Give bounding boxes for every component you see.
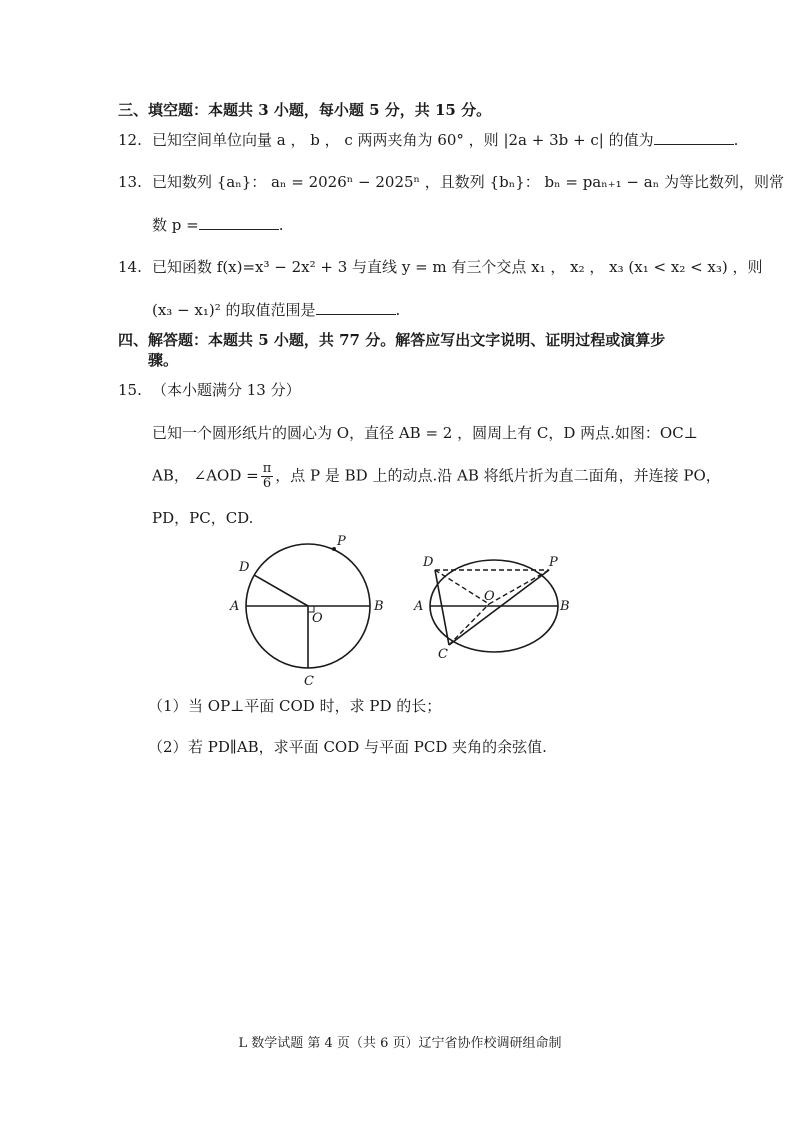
q14-answer-blank[interactable] bbox=[316, 300, 396, 315]
section4-heading: 四、解答题：本题共 5 小题，共 77 分。解答应写出文字说明、证明过程或演算步 bbox=[118, 331, 666, 349]
q15-sub-question-2 bbox=[148, 737, 547, 757]
sub2-text: 若 PD∥AB，求平面 COD 与平面 PCD 夹角的余弦值. bbox=[188, 738, 547, 756]
q13-answer-blank[interactable] bbox=[199, 215, 279, 230]
q15-paragraph-3: PD，PC，CD. bbox=[152, 509, 254, 527]
question-14-line2 bbox=[152, 300, 400, 320]
page-footer: L 数学试题 第 4 页（共 6 页）辽宁省协作校调研组命制 bbox=[238, 1036, 562, 1051]
q15-paragraph-1: 已知一个圆形纸片的圆心为 O，直径 AB = 2 ，圆周上有 C，D 两点.如图：OC⊥ bbox=[152, 424, 698, 442]
sub1-text: 当 OP⊥平面 COD 时，求 PD 的长； bbox=[188, 697, 442, 715]
q14-line1: 已知函数 f(x)=x³ − 2x² + 3 与直线 y = m 有三个交点 x₁ ， x₂ ， x₃ (x₁ < x₂ < x₃) ，则 bbox=[152, 258, 763, 276]
fraction-numerator: π bbox=[262, 461, 272, 476]
q13-line2-end: . bbox=[278, 216, 284, 234]
figure-folded-paper bbox=[408, 548, 578, 668]
question-13-line2 bbox=[152, 215, 284, 235]
label-p: P bbox=[337, 534, 346, 549]
sub2-number: （2） bbox=[148, 738, 188, 756]
sub1-number: （1） bbox=[148, 697, 188, 715]
q12-answer-blank[interactable] bbox=[654, 130, 734, 145]
q14-number: 14. bbox=[118, 258, 142, 276]
segment-cp bbox=[449, 570, 549, 645]
q13-line2-text: 数 p = bbox=[152, 216, 199, 234]
q15-sub-question-1 bbox=[148, 696, 441, 716]
label-d: D bbox=[239, 560, 250, 575]
label-p: P bbox=[549, 555, 558, 570]
angle-fraction bbox=[261, 462, 274, 491]
q12-text: 已知空间单位向量 a ， b ， c 两两夹角为 60° ，则 |2a + 3b + c| 的值为 bbox=[152, 131, 654, 149]
q13-line1: 已知数列 {aₙ}： aₙ = 2026ⁿ − 2025ⁿ ，且数列 {bₙ}： bₙ = paₙ₊₁ − aₙ 为等比数列，则常 bbox=[152, 173, 784, 191]
label-b: B bbox=[560, 599, 570, 614]
q15-number: 15. bbox=[118, 381, 142, 399]
figure-flat-circle bbox=[225, 532, 395, 692]
q15-paragraph-2 bbox=[152, 462, 721, 491]
q14-line2-end: . bbox=[395, 301, 401, 319]
label-a: A bbox=[230, 599, 240, 614]
label-a: A bbox=[414, 599, 424, 614]
q12-number: 12. bbox=[118, 131, 142, 149]
segment-co bbox=[449, 604, 489, 645]
q15-p2-start: AB， ∠AOD = bbox=[152, 466, 259, 485]
label-d: D bbox=[423, 555, 434, 570]
section3-heading: 三、填空题：本题共 3 小题，每小题 5 分，共 15 分。 bbox=[118, 101, 492, 119]
segment-po bbox=[489, 570, 549, 604]
label-c: C bbox=[304, 674, 314, 689]
question-14 bbox=[118, 257, 763, 277]
q13-number: 13. bbox=[118, 173, 142, 191]
section4-heading-line2: 骤。 bbox=[148, 351, 179, 369]
point-p-dot bbox=[332, 547, 336, 551]
q14-line2-text: (x₃ − x₁)² 的取值范围是 bbox=[152, 301, 316, 319]
label-o: O bbox=[484, 589, 495, 604]
segment-do bbox=[435, 570, 489, 604]
q15-p2-end: ，点 P 是 BD 上的动点.沿 AB 将纸片折为直二面角，并连接 PO， bbox=[275, 466, 721, 485]
fraction-denominator: 6 bbox=[262, 476, 272, 491]
segment-od bbox=[254, 575, 308, 606]
label-b: B bbox=[374, 599, 384, 614]
label-o: O bbox=[312, 611, 323, 626]
question-12 bbox=[118, 130, 738, 150]
q12-text-end: . bbox=[733, 131, 739, 149]
question-15-header bbox=[118, 380, 301, 400]
question-13 bbox=[118, 172, 784, 192]
label-c: C bbox=[438, 647, 448, 662]
q15-score: （本小题满分 13 分） bbox=[152, 381, 301, 399]
